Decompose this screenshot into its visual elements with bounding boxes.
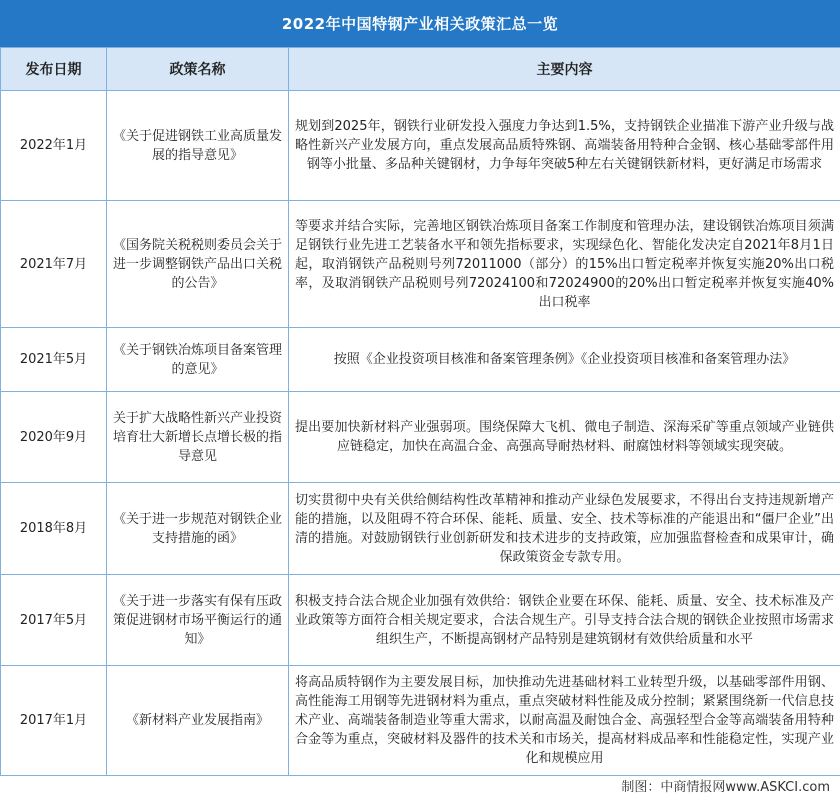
row-policy-name: 《关于钢铁冶炼项目备案管理的意见》 [107, 328, 289, 392]
row-date: 2017年5月 [1, 575, 107, 666]
row-content: 将高品质特钢作为主要发展目标，加快推动先进基础材料工业转型升级，以基础零部件用钢、高性能海工用钢等先进钢材料为重点，重点突破材料性能及成分控制；紧紧围绕新一代信息技术产业、高端装备制造业等重大需求，以耐高温及耐蚀合金、高强轻型合金等高端装备用特种合金等为重点，突破材料及器件的技术关和市场关，提高材料成品率和性能稳定性，实现产业化和规模应用 [289, 666, 840, 776]
row-policy-name: 《关于促进钢铁工业高质量发展的指导意见》 [107, 91, 289, 201]
page-title: 2022年中国特钢产业相关政策汇总一览 [0, 0, 840, 47]
table-row [1, 666, 840, 776]
source-credit: 制图：中商情报网www.ASKCI.com [621, 780, 830, 795]
row-policy-name: 《新材料产业发展指南》 [107, 666, 289, 776]
row-date: 2022年1月 [1, 91, 107, 201]
row-content: 等要求并结合实际，完善地区钢铁冶炼项目备案工作制度和管理办法，建设钢铁冶炼项目须满足钢铁行业先进工艺装备水平和领先指标要求，实现绿色化、智能化发决定自2021年8月1日起，取消钢铁产品税则号列72011000（部分）的15%出口暂定税率并恢复实施20%出口税率，及取消钢铁产品税则号列72024100和72024900的20%出口暂定税率并恢复实施40%出口税率 [289, 201, 840, 328]
table-row [1, 575, 840, 666]
column-header-content: 主要内容 [289, 48, 840, 91]
table-row [1, 483, 840, 575]
row-date: 2017年1月 [1, 666, 107, 776]
table-row [1, 328, 840, 392]
row-content: 规划到2025年，钢铁行业研发投入强度力争达到1.5%，支持钢铁企业描准下游产业升级与战略性新兴产业发展方向，重点发展高品质特殊钢、高端装备用特种合金钢、核心基础零部件用钢等小批量、多品种关键钢材，力争每年突破5种左右关键钢铁新材料，更好满足市场需求 [289, 91, 840, 201]
row-content: 提出要加快新材料产业强弱项。围绕保障大飞机、微电子制造、深海采矿等重点领域产业链供应链稳定，加快在高温合金、高强高导耐热材料、耐腐蚀材料等领域实现突破。 [289, 392, 840, 483]
table-row [1, 392, 840, 483]
row-policy-name: 《关于进一步落实有保有压政策促进钢材市场平衡运行的通知》 [107, 575, 289, 666]
policy-table [0, 47, 840, 776]
row-content: 切实贯彻中央有关供给侧结构性改革精神和推动产业绿色发展要求，不得出台支持违规新增产能的措施，以及阻碍不符合环保、能耗、质量、安全、技术等标准的产能退出和“僵尸企业”出清的措施。对鼓励钢铁行业创新研发和技术进步的支持政策，应加强监督检查和成果审计，确保政策资金专款专用。 [289, 483, 840, 575]
row-policy-name: 《关于进一步规范对钢铁企业支持措施的函》 [107, 483, 289, 575]
row-date: 2021年5月 [1, 328, 107, 392]
row-policy-name: 《国务院关税税则委员会关于进一步调整钢铁产品出口关税的公告》 [107, 201, 289, 328]
row-content: 按照《企业投资项目核准和备案管理条例》《企业投资项目核准和备案管理办法》 [289, 328, 840, 392]
row-date: 2018年8月 [1, 483, 107, 575]
table-row [1, 201, 840, 328]
column-header-name: 政策名称 [107, 48, 289, 91]
table-header-row [1, 48, 840, 91]
row-content: 积极支持合法合规企业加强有效供给：钢铁企业要在环保、能耗、质量、安全、技术标准及产业政策等方面符合相关规定要求，合法合规生产。引导支持合法合规的钢铁企业按照市场需求组织生产，不断提高钢材产品特别是建筑钢材有效供给质量和水平 [289, 575, 840, 666]
column-header-date: 发布日期 [1, 48, 107, 91]
row-date: 2020年9月 [1, 392, 107, 483]
row-date: 2021年7月 [1, 201, 107, 328]
table-row [1, 91, 840, 201]
row-policy-name: 关于扩大战略性新兴产业投资培育壮大新增长点增长极的指导意见 [107, 392, 289, 483]
